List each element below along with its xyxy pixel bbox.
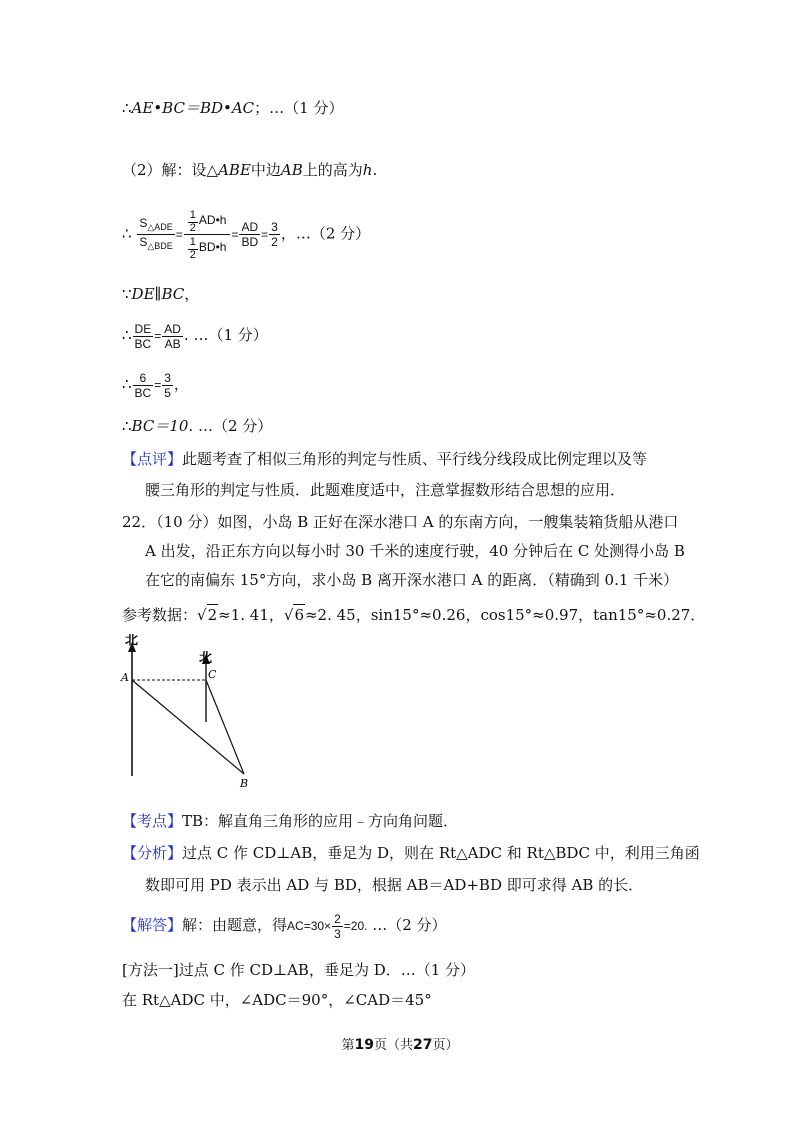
text: ， bbox=[184, 285, 200, 303]
question-22-line-2 bbox=[145, 541, 685, 561]
text: ， bbox=[173, 375, 189, 393]
den: AB bbox=[164, 336, 181, 351]
proof-line-2 bbox=[122, 160, 377, 180]
parallel-statement: DE∥BC bbox=[131, 285, 185, 303]
page-footer bbox=[0, 1034, 800, 1053]
num: AD bbox=[164, 321, 181, 336]
triangle-name: ABE bbox=[218, 161, 251, 179]
method-text: 在 Rt△ADC 中，∠ADC＝90°，∠CAD＝45° bbox=[122, 991, 432, 1009]
kaodian-tag: 【考点】 bbox=[122, 812, 183, 830]
point-c-label: C bbox=[208, 668, 217, 681]
area-symbol: S bbox=[139, 235, 148, 249]
proof-line-5 bbox=[122, 318, 268, 353]
half-fraction bbox=[188, 208, 198, 234]
proof-line-7 bbox=[122, 416, 272, 436]
equals: = bbox=[154, 329, 162, 343]
point-b-label: B bbox=[240, 777, 249, 790]
ref-value: ≈1. 41， bbox=[218, 606, 284, 624]
proof-line-4 bbox=[122, 284, 199, 304]
den: BC bbox=[134, 385, 152, 400]
fenxi-text: 数即可用 PD 表示出 AD 与 BD，根据 AB＝AD+BD 即可求得 AB 的长． bbox=[145, 876, 644, 894]
question-22-line-3 bbox=[145, 570, 678, 590]
score-mark: . …（2 分） bbox=[188, 417, 273, 435]
half-num: 1 bbox=[189, 236, 196, 248]
method-line-2 bbox=[122, 990, 432, 1010]
half-den: 2 bbox=[189, 249, 196, 261]
therefore-symbol: ∴ bbox=[122, 375, 132, 393]
fenxi-line-1 bbox=[122, 843, 700, 863]
footer-text: 第 bbox=[341, 1038, 355, 1053]
score-mark: ；…（1 分） bbox=[254, 99, 344, 117]
therefore-symbol: ∴ bbox=[122, 417, 132, 435]
segment-cb bbox=[206, 680, 244, 774]
two-thirds-fraction bbox=[332, 912, 343, 941]
six-bc-fraction bbox=[133, 371, 154, 400]
point-a-label: A bbox=[121, 671, 129, 684]
jieda-text: 解：由题意，得 bbox=[182, 916, 288, 934]
total-pages: 27 bbox=[413, 1037, 433, 1053]
expr: BD•h bbox=[198, 240, 227, 255]
kaodian-text: TB：解直角三角形的应用﹣方向角问题． bbox=[182, 812, 459, 830]
expr: AC=30× bbox=[287, 919, 332, 933]
ref-value: ≈2. 45， bbox=[304, 606, 371, 624]
radicand: 6 bbox=[294, 606, 304, 624]
question-text: A 出发，沿正东方向以每小时 30 千米的速度行驶，40 分钟后在 C 处测得小岛 B bbox=[145, 542, 685, 560]
fenxi-tag: 【分析】 bbox=[122, 844, 183, 862]
comment-line-1 bbox=[122, 449, 647, 469]
den: 5 bbox=[164, 385, 171, 400]
num: 3 bbox=[164, 370, 171, 385]
jieda-line bbox=[122, 908, 447, 943]
result: BC＝10 bbox=[131, 417, 189, 435]
equation: AE•BC＝BD•AC bbox=[131, 99, 255, 117]
num: 3 bbox=[271, 220, 278, 234]
therefore-symbol: ∴ bbox=[122, 99, 132, 117]
kaodian-line bbox=[122, 811, 458, 831]
half-den: 2 bbox=[189, 222, 196, 234]
equals: = bbox=[154, 378, 162, 392]
expr: AD•h bbox=[198, 213, 227, 228]
area-subscript: △ADE bbox=[147, 222, 173, 232]
proof-line-1 bbox=[122, 98, 343, 118]
direction-angle-figure bbox=[118, 634, 268, 794]
text: 中边 bbox=[250, 161, 281, 179]
num: AD bbox=[241, 220, 259, 234]
sqrt-icon: √ bbox=[197, 606, 207, 624]
ref-value: sin15°≈0.26，cos15°≈0.97，tan15°≈0.27． bbox=[370, 606, 706, 624]
den: BC bbox=[134, 336, 152, 351]
jieda-tag: 【解答】 bbox=[122, 916, 183, 934]
north-label-c: 北 bbox=[199, 651, 213, 666]
area-symbol: S bbox=[139, 216, 148, 230]
method-line-1 bbox=[122, 960, 475, 980]
therefore-symbol: ∴ bbox=[122, 326, 132, 344]
equals: = bbox=[175, 227, 183, 242]
result: =20. bbox=[343, 919, 368, 933]
north-label-a: 北 bbox=[125, 634, 139, 648]
den: BD bbox=[241, 235, 259, 249]
fenxi-text: 过点 C 作 CD⊥AB，垂足为 D，则在 Rt△ADC 和 Rt△BDC 中，利用三角函 bbox=[182, 844, 700, 862]
question-22-line-1 bbox=[122, 512, 678, 532]
score-mark: ，…（2 分） bbox=[280, 224, 371, 243]
score-mark: . …（1 分） bbox=[183, 326, 268, 344]
ad-ab-fraction bbox=[162, 322, 183, 351]
segment-name: AB bbox=[280, 161, 303, 179]
part-label: （2）解：设△ bbox=[122, 161, 219, 179]
den: 2 bbox=[271, 235, 278, 249]
text: 上的高为 bbox=[302, 161, 363, 179]
num: 6 bbox=[133, 371, 154, 386]
height-ratio-fraction bbox=[184, 208, 231, 261]
reference-data bbox=[122, 604, 705, 625]
because-symbol: ∵ bbox=[122, 285, 132, 303]
page-number: 19 bbox=[354, 1037, 374, 1053]
proof-line-3 bbox=[122, 208, 370, 261]
num: 2 bbox=[334, 911, 341, 926]
question-text: 在它的南偏东 15°方向，求小岛 B 离开深水港口 A 的距离．（精确到 0.1 千米） bbox=[145, 571, 679, 589]
footer-text: 页） bbox=[432, 1038, 459, 1053]
text: . bbox=[372, 161, 378, 179]
fenxi-line-2 bbox=[145, 875, 643, 895]
den: 3 bbox=[334, 926, 341, 941]
equals: = bbox=[231, 227, 239, 242]
de-bc-fraction bbox=[133, 322, 154, 351]
radicand: 2 bbox=[207, 606, 218, 624]
score-mark: …（2 分） bbox=[367, 916, 447, 934]
num: DE bbox=[134, 321, 152, 336]
therefore-symbol: ∴ bbox=[122, 224, 132, 243]
method-text: [方法一]过点 C 作 CD⊥AB，垂足为 D．…（1 分） bbox=[122, 961, 476, 979]
question-text: 22．（10 分）如图，小岛 B 正好在深水港口 A 的东南方向，一艘集装箱货船从港口 bbox=[122, 513, 679, 531]
area-subscript: △BDE bbox=[147, 241, 173, 251]
area-ratio-fraction bbox=[137, 216, 174, 253]
height-var: h bbox=[362, 161, 373, 179]
comment-text: 此题考查了相似三角形的判定与性质、平行线分线段成比例定理以及等 bbox=[182, 450, 648, 468]
sqrt-icon: √ bbox=[283, 606, 294, 624]
comment-text: 腰三角形的判定与性质．此题难度适中，注意掌握数形结合思想的应用． bbox=[145, 481, 626, 499]
three-halves-fraction bbox=[269, 220, 280, 249]
footer-text: 页（共 bbox=[373, 1038, 413, 1053]
half-fraction bbox=[188, 235, 198, 261]
equals: = bbox=[261, 227, 269, 242]
comment-line-2 bbox=[145, 480, 625, 500]
comment-tag: 【点评】 bbox=[122, 450, 183, 468]
ad-bd-fraction bbox=[239, 220, 260, 249]
proof-line-6 bbox=[122, 367, 189, 402]
three-fifths-fraction bbox=[162, 371, 173, 400]
ref-label: 参考数据： bbox=[122, 606, 198, 624]
segment-ab bbox=[132, 680, 244, 774]
half-num: 1 bbox=[189, 209, 196, 221]
